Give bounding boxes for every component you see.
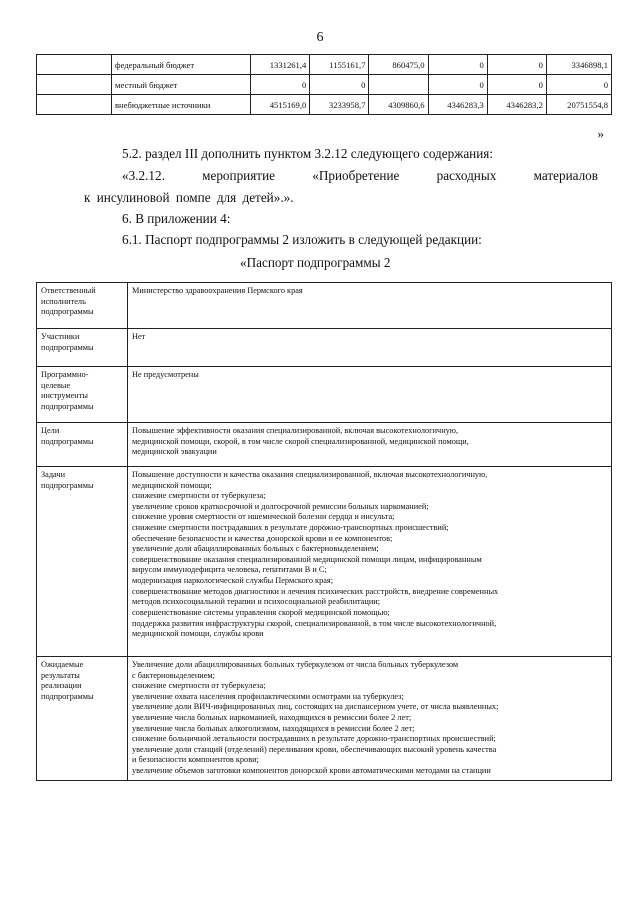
budget-value-cell: 3346898,1 bbox=[546, 55, 611, 75]
passport-content bbox=[128, 467, 612, 657]
passport-label-line: реализации bbox=[41, 681, 82, 691]
budget-row bbox=[37, 55, 612, 75]
passport-label-line: подпрограммы bbox=[41, 480, 94, 490]
budget-value-cell: 1331261,4 bbox=[251, 55, 310, 75]
passport-content-line: увеличение числа больных алкоголизмом, находящихся в ремиссии более 2 лет; bbox=[132, 723, 415, 733]
passport-content bbox=[128, 329, 612, 367]
passport-content-line: Увеличение доли абациллированных больных туберкулезом от числа больных туберкулезом bbox=[132, 660, 459, 669]
passport-content-line: снижение больничной летальности пострадавших в результате дорожно-транспортных происшествий; bbox=[132, 734, 496, 744]
passport-label-line: подпрограммы bbox=[41, 436, 94, 446]
passport-label bbox=[37, 329, 128, 367]
passport-content-line: снижение смертности пострадавших в результате дорожно-транспортных происшествий; bbox=[132, 523, 449, 533]
passport-content-line: вирусом иммунодефицита человека, гепатитами В и С; bbox=[132, 565, 327, 575]
passport-content-line: медицинской эвакуации bbox=[132, 447, 217, 457]
passport-label-line: Программно- bbox=[41, 370, 89, 379]
passport-label-line: исполнитель bbox=[41, 296, 86, 306]
budget-value-cell: 0 bbox=[251, 75, 310, 95]
budget-row-label: местный бюджет bbox=[112, 75, 251, 95]
word: материалов bbox=[533, 168, 598, 183]
passport-row bbox=[37, 657, 612, 781]
passport-content-line: увеличение числа больных наркоманией, находящихся в ремиссии более 2 лет; bbox=[132, 713, 412, 723]
budget-row-label: внебюджетные источники bbox=[112, 95, 251, 115]
budget-value-cell: 0 bbox=[546, 75, 611, 95]
empty-cell bbox=[37, 75, 112, 95]
budget-value-cell: 0 bbox=[310, 75, 369, 95]
budget-value-cell: 1155161,7 bbox=[310, 55, 369, 75]
passport-row bbox=[37, 467, 612, 657]
passport-label bbox=[37, 367, 128, 423]
passport-label-line: Ответственный bbox=[41, 286, 96, 295]
budget-value-cell: 20751554,8 bbox=[546, 95, 611, 115]
passport-content-line: медицинской помощи; bbox=[132, 480, 212, 490]
passport-content-line: с бактериовыделением; bbox=[132, 670, 215, 680]
passport-row bbox=[37, 423, 612, 467]
passport-row bbox=[37, 329, 612, 367]
passport-label bbox=[37, 283, 128, 329]
passport-label-line: подпрограммы bbox=[41, 691, 94, 701]
passport-label-line: результаты bbox=[41, 670, 80, 680]
passport-content-line: модернизация наркологической службы Пермского края; bbox=[132, 576, 334, 586]
word: «3.2.12. bbox=[122, 168, 165, 183]
passport-label-line: подпрограммы bbox=[41, 307, 94, 317]
passport-content-line: методов психосоциальной терапии и психосоциальной реабилитации; bbox=[132, 597, 381, 607]
amendment-line-3-2-12 bbox=[122, 168, 598, 184]
passport-content-line: увеличение доли абациллированных больных с бактериовыделением; bbox=[132, 544, 379, 554]
passport-content-line: обеспечение безопасности и качества донорской крови и ее компонентов; bbox=[132, 533, 393, 543]
word: мероприятие bbox=[202, 168, 275, 183]
budget-value-cell: 0 bbox=[487, 55, 546, 75]
word: «Приобретение bbox=[312, 168, 400, 183]
passport-content-line: снижение смертности от туберкулеза; bbox=[132, 491, 266, 501]
passport-content-line: увеличение охвата населения профилактическими осмотрами на туберкулез; bbox=[132, 691, 404, 701]
passport-content-line: увеличение объемов заготовки компонентов донорской крови автоматическими методами на станции bbox=[132, 766, 491, 776]
budget-value-cell: 4515169,0 bbox=[251, 95, 310, 115]
budget-value-cell: 860475,0 bbox=[369, 55, 428, 75]
budget-value-cell: 4309860,6 bbox=[369, 95, 428, 115]
passport-label-line: подпрограммы bbox=[41, 401, 94, 411]
empty-cell bbox=[37, 95, 112, 115]
amendment-line-6-1: 6.1. Паспорт подпрограммы 2 изложить в следующей редакции: bbox=[122, 232, 482, 247]
passport-label bbox=[37, 467, 128, 657]
budget-value-cell: 4346283,3 bbox=[428, 95, 487, 115]
passport-content-line: совершенствование оказания специализированной медицинской помощи лицам, инфицированным bbox=[132, 554, 482, 564]
passport-content-line: увеличение доли ВИЧ-инфицированных лиц, состоящих на диспансерном учете, от числа выявленных; bbox=[132, 702, 499, 712]
passport-content-line: Министерство здравоохранения Пермского края bbox=[132, 286, 303, 295]
budget-value-cell: 0 bbox=[428, 75, 487, 95]
passport-content-line: Не предусмотрены bbox=[132, 370, 199, 379]
passport-content-line: медицинской помощи, скорой, в том числе скорой специализированной, медицинской помощи, bbox=[132, 436, 469, 446]
passport-content-line: совершенствование методов диагностики и лечения психических расстройств, внедрение современных bbox=[132, 586, 499, 596]
closing-quote: » bbox=[597, 126, 604, 141]
passport-content-line: совершенствование системы управления скорой медицинской помощью; bbox=[132, 607, 390, 617]
passport-content-line: увеличение доли станций (отделений) переливания крови, обеспечивающих высокий уровень качества bbox=[132, 744, 497, 754]
budget-row bbox=[37, 95, 612, 115]
budget-value-cell: 0 bbox=[428, 55, 487, 75]
amendment-line-5-2: 5.2. раздел III дополнить пунктом 3.2.12 следующего содержания: bbox=[122, 146, 494, 161]
amendment-line-continuation: к инсулиновой помпе для детей».». bbox=[84, 190, 294, 205]
budget-value-cell: 3233958,7 bbox=[310, 95, 369, 115]
passport-content-line: Повышение эффективности оказания специализированной, включая высокотехнологичную, bbox=[132, 426, 459, 435]
passport-label-line: Ожидаемые bbox=[41, 660, 84, 669]
passport-label-line: подпрограммы bbox=[41, 342, 94, 352]
passport-content-line: медицинской помощи, службы крови bbox=[132, 629, 264, 639]
passport-label-line: Участники bbox=[41, 332, 80, 341]
passport-label bbox=[37, 423, 128, 467]
budget-row-label: федеральный бюджет bbox=[112, 55, 251, 75]
passport-content bbox=[128, 367, 612, 423]
passport-table bbox=[36, 282, 612, 781]
passport-label-line: целевые bbox=[41, 380, 71, 390]
passport-row bbox=[37, 283, 612, 329]
passport-content-line: поддержка развития инфраструктуры скорой, специализированной, в том числе высокотехнологичной, bbox=[132, 618, 497, 628]
word: расходных bbox=[436, 168, 497, 183]
passport-content-line: Повышение доступности и качества оказания специализированной, включая высокотехнологичную, bbox=[132, 470, 488, 479]
passport-content-line: снижение уровня смертности от ишемической болезни сердца и инсульта; bbox=[132, 512, 395, 522]
budget-value-cell: 4346283,2 bbox=[487, 95, 546, 115]
passport-heading: «Паспорт подпрограммы 2 bbox=[240, 255, 391, 270]
passport-content-line: снижение смертности от туберкулеза; bbox=[132, 681, 266, 691]
page-number: 6 bbox=[316, 30, 324, 45]
passport-row bbox=[37, 367, 612, 423]
passport-content-line: и безопасности компонентов крови; bbox=[132, 755, 259, 765]
budget-row bbox=[37, 75, 612, 95]
budget-table bbox=[36, 54, 612, 115]
passport-label-line: Задачи bbox=[41, 470, 66, 479]
passport-content bbox=[128, 283, 612, 329]
passport-content-line: увеличение сроков краткосрочной и долгосрочной ремиссии больных наркоманией; bbox=[132, 501, 429, 511]
passport-label bbox=[37, 657, 128, 781]
budget-value-cell bbox=[369, 75, 428, 95]
budget-value-cell: 0 bbox=[487, 75, 546, 95]
passport-content bbox=[128, 423, 612, 467]
passport-content-line: Нет bbox=[132, 332, 146, 341]
amendment-line-6: 6. В приложении 4: bbox=[122, 211, 231, 226]
empty-cell bbox=[37, 55, 112, 75]
passport-content bbox=[128, 657, 612, 781]
passport-label-line: Цели bbox=[41, 426, 60, 435]
passport-label-line: инструменты bbox=[41, 391, 88, 401]
